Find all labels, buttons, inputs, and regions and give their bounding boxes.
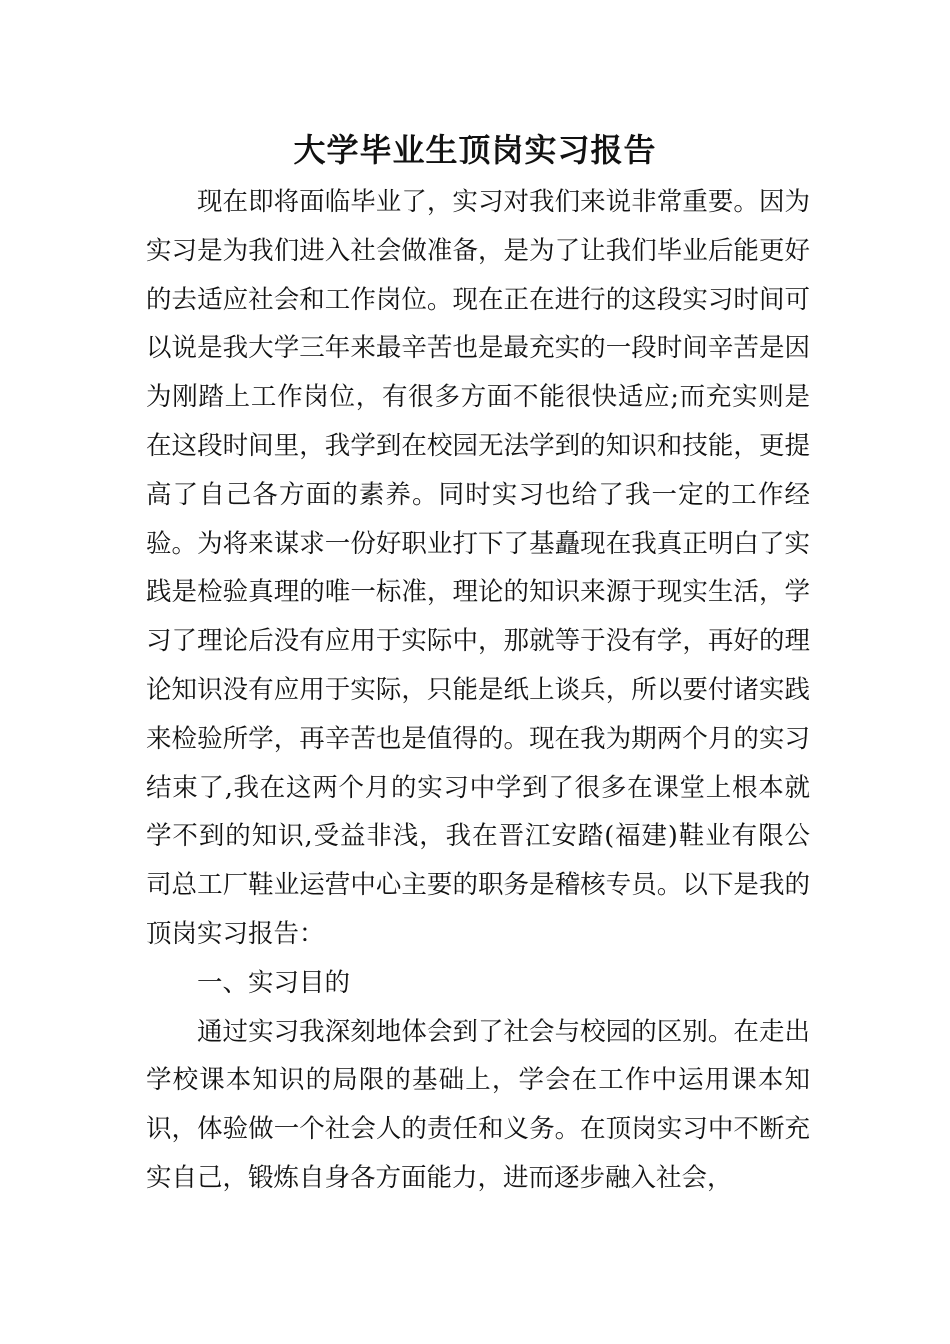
paragraph-purpose: 通过实习我深刻地体会到了社会与校园的区别。在走出学校课本知识的局限的基础上，学会在工作中运用课本知识，体验做一个社会人的责任和义务。在顶岗实习中不断充实自己，锻炼自身各方面能力，进而逐步融入社会， <box>146 1016 810 1193</box>
document-title: 大学毕业生顶岗实习报告 <box>293 131 657 169</box>
section-heading-purpose: 一、实习目的 <box>197 967 351 998</box>
paragraph-intro: 现在即将面临毕业了，实习对我们来说非常重要。因为实习是为我们进入社会做准备，是为了让我们毕业后能更好的去适应社会和工作岗位。现在正在进行的这段实习时间可以说是我大学三年来最辛苦也是最充实的一段时间辛苦是因为刚踏上工作岗位，有很多方面不能很快适应;而充实则是在这段时间里，我学到在校园无法学到的知识和技能，更提高了自己各方面的素养。同时实习也给了我一定的工作经验。为将来谋求一份好职业打下了基矗现在我真正明白了实践是检验真理的唯一标准，理论的知识来源于现实生活，学习了理论后没有应用于实际中，那就等于没有学，再好的理论知识没有应用于实际，只能是纸上谈兵，所以要付诸实践来检验所学，再辛苦也是值得的。现在我为期两个月的实习结束了,我在这两个月的实习中学到了很多在课堂上根本就学不到的知识,受益非浅，我在晋江安踏(福建)鞋业有限公司总工厂鞋业运营中心主要的职务是稽核专员。以下是我的顶岗实习报告： <box>146 187 810 949</box>
document-body <box>146 178 810 1203</box>
